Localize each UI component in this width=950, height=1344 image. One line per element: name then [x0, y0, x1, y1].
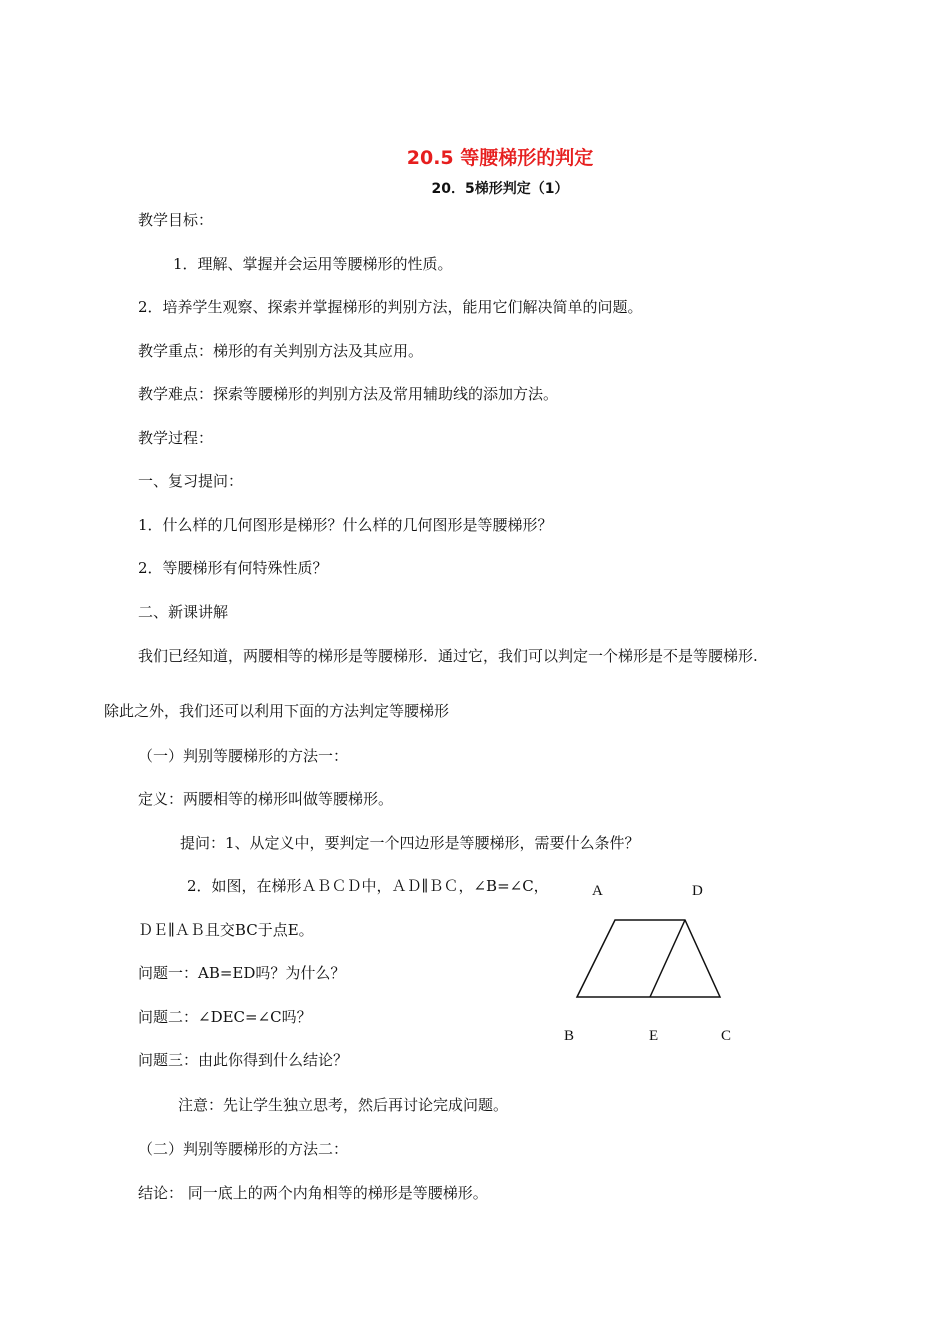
note: 注意：先让学生独立思考，然后再讨论完成问题。 [178, 1096, 509, 1114]
intro-paragraph-1: 我们已经知道，两腰相等的梯形是等腰梯形．通过它，我们可以判定一个梯形是不是等腰梯形. [138, 647, 758, 665]
key-point: 教学重点：梯形的有关判别方法及其应用。 [138, 342, 424, 360]
review-question-1: 1．什么样的几何图形是梯形？什么样的几何图形是等腰梯形？ [138, 516, 553, 534]
vertex-label-e: E [649, 1028, 659, 1044]
problem-3: 问题三：由此你得到什么结论？ [138, 1051, 349, 1069]
definition: 定义：两腰相等的梯形叫做等腰梯形。 [138, 790, 394, 808]
goal-heading: 教学目标： [138, 211, 214, 229]
method-1-heading: （一）判别等腰梯形的方法一： [138, 747, 349, 765]
conclusion: 结论： 同一底上的两个内角相等的梯形是等腰梯形。 [138, 1184, 488, 1202]
vertex-label-d: D [692, 883, 703, 899]
trapezoid-outline [577, 920, 720, 997]
question-intro: 提问：1、从定义中，要判定一个四边形是等腰梯形，需要什么条件？ [180, 834, 640, 852]
new-lesson-heading: 二、新课讲解 [138, 603, 229, 621]
question-2-line-1: 2．如图，在梯形ＡＢＣＤ中，ＡＤ∥ＢＣ，∠B=∠C， [187, 877, 549, 895]
goal-item-2: 2．培养学生观察、探索并掌握梯形的判别方法，能用它们解决简单的问题。 [138, 298, 643, 316]
goal-item-1: 1．理解、掌握并会运用等腰梯形的性质。 [173, 255, 453, 273]
difficulty: 教学难点：探索等腰梯形的判别方法及常用辅助线的添加方法。 [138, 385, 559, 403]
problem-1: 问题一：AB=ED吗？为什么？ [138, 964, 346, 982]
trapezoid-figure [555, 875, 755, 1055]
process-heading: 教学过程： [138, 429, 214, 447]
segment-de [650, 920, 685, 997]
question-2-line-2: ＤＥ∥ＡＢ且交BC于点E。 [138, 921, 314, 939]
intro-paragraph-2: 除此之外，我们还可以利用下面的方法判定等腰梯形 [104, 702, 450, 720]
document-subtitle: 20．5梯形判定（1） [431, 181, 569, 197]
review-question-2: 2．等腰梯形有何特殊性质？ [138, 559, 328, 577]
vertex-label-a: A [592, 883, 603, 899]
method-2-heading: （二）判别等腰梯形的方法二： [138, 1140, 349, 1158]
vertex-label-c: C [721, 1028, 732, 1044]
problem-2: 问题二：∠DEC=∠C吗？ [138, 1008, 312, 1026]
document-title: 20.5 等腰梯形的判定 [406, 147, 594, 169]
vertex-label-b: B [564, 1028, 575, 1044]
review-heading: 一、复习提问： [138, 472, 244, 490]
